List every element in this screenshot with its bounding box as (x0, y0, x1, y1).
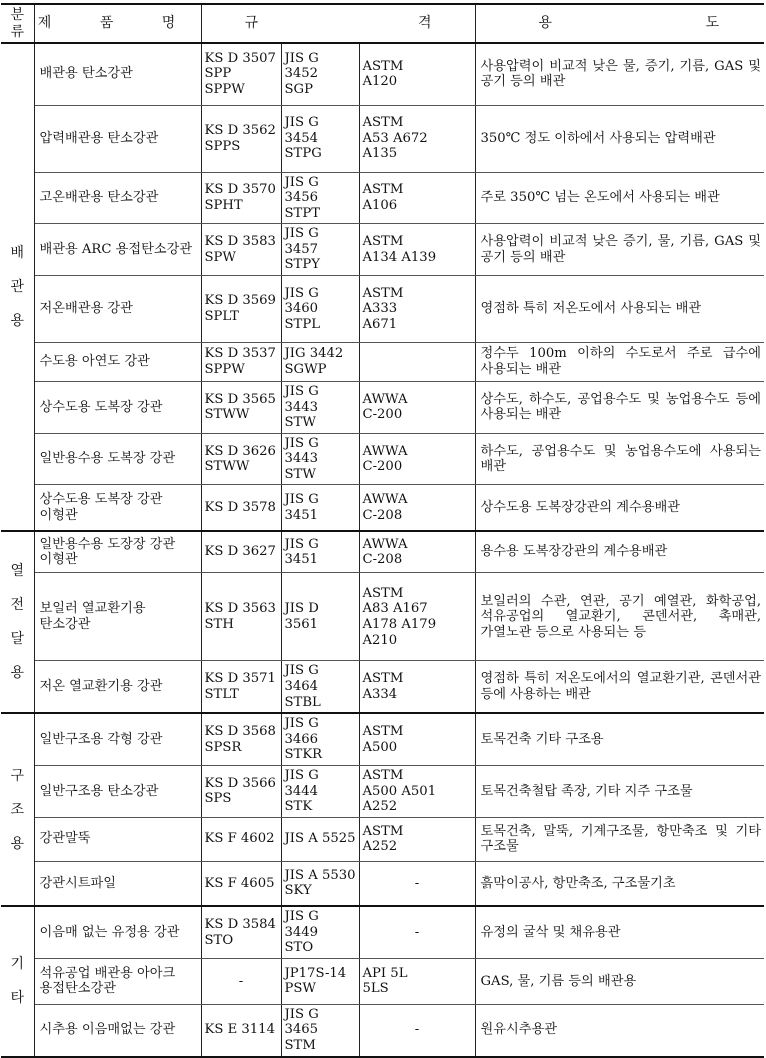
spec-astm-line: A500 (362, 739, 398, 755)
table-row (1, 343, 764, 382)
spec-astm-line: ASTM (362, 182, 404, 198)
spec-ks-line: KS D 3584 (204, 916, 276, 932)
spec-astm-line: ASTM (362, 723, 404, 739)
spec-ks-line: KS D 3563 (204, 601, 276, 617)
spec-jis (281, 861, 359, 906)
spec-jis (281, 958, 359, 1004)
product-name: 강관말뚝 (34, 817, 201, 861)
spec-astm-line: ASTM (362, 823, 404, 839)
spec-jis-line: STKR (284, 747, 323, 763)
spec-astm: - (359, 906, 475, 958)
product-name: 상수도용 도복장 강관 (34, 382, 201, 434)
use-text: 토목건축철탑 족장, 기타 지주 구조물 (475, 765, 764, 817)
spec-astm-line: A334 (362, 686, 398, 702)
product-name: 강관시트파일 (34, 861, 201, 906)
spec-ks-line: KS D 3565 (204, 391, 276, 407)
category-cell (1, 713, 34, 906)
product-name: 일반용수용 도복장 강관 (34, 433, 201, 485)
spec-astm-line: 5LS (362, 981, 389, 997)
spec-astm (359, 713, 475, 765)
table-row (1, 1004, 764, 1056)
spec-astm-line: C-200 (362, 459, 403, 475)
table-row (1, 433, 764, 485)
spec-ks (201, 276, 281, 343)
spec-jis-line: STO (284, 940, 314, 956)
spec-ks (201, 573, 281, 661)
spec-jis (281, 276, 359, 343)
spec-ks-line: KS D 3626 (204, 443, 276, 459)
use-text: GAS, 물, 기름 등의 배관용 (475, 958, 764, 1004)
spec-ks-line: STH (204, 616, 234, 632)
spec-astm-line: AWWA (362, 391, 408, 407)
spec-astm-line: A135 (362, 146, 398, 162)
product-name: 고온배관용 탄소강관 (34, 172, 201, 224)
spec-ks (201, 224, 281, 276)
spec-ks (201, 343, 281, 382)
use-text: 토목건축, 말뚝, 기계구조물, 항만축조 및 기타 구조물 (475, 817, 764, 861)
spec-jis: JIS G 3451 (281, 485, 359, 531)
spec-astm-line: AWWA (362, 492, 408, 508)
table-row (1, 382, 764, 434)
spec-jis (281, 1004, 359, 1056)
spec-jis-line: SKY (284, 883, 312, 899)
spec-jis-line: JIS G 3457 (284, 226, 319, 257)
spec-ks-line: STO (204, 932, 234, 948)
spec-astm-line: A120 (362, 74, 398, 90)
spec-jis-line: JIS G 3460 (284, 285, 319, 317)
product-name: 시추용 이음매없는 강관 (34, 1004, 201, 1056)
spec-astm (359, 343, 475, 382)
use-text: 용수용 도복장강관의 계수용배관 (475, 531, 764, 573)
spec-jis (281, 382, 359, 434)
spec-ks-line: SPLT (204, 309, 239, 324)
spec-jis-line: STW (284, 466, 316, 482)
use-text: 영점하 특히 저온도에서 사용되는 배관 (475, 276, 764, 343)
spec-jis (281, 224, 359, 276)
spec-jis: JIS A 5525 (281, 817, 359, 861)
header-spec-b: 격 (417, 15, 432, 32)
spec-ks (201, 661, 281, 713)
header-spec (201, 4, 475, 43)
spec-ks-line: KS D 3583 (204, 234, 276, 250)
spec-astm (359, 382, 475, 434)
product-name: 수도용 아연도 강관 (34, 343, 201, 382)
spec-astm (359, 43, 475, 105)
spec-jis-line: JIS G 3452 (284, 50, 319, 82)
product-name: 일반용수용 도장장 강관 이형관 (34, 531, 201, 573)
product-name: 이음매 없는 유정용 강관 (34, 906, 201, 958)
table-row (1, 713, 764, 765)
category-char: 용 (10, 313, 25, 329)
spec-ks-line: SPP (204, 66, 232, 82)
spec-jis-line: SGP (284, 82, 313, 98)
spec-ks (201, 172, 281, 224)
spec-astm-line: ASTM (362, 671, 404, 687)
spec-astm (359, 276, 475, 343)
spec-jis-line: JIS G 3443 (284, 435, 319, 467)
spec-jis-line: STPY (284, 257, 320, 273)
spec-ks-line: KS D 3569 (204, 293, 276, 309)
category-char: 타 (10, 990, 25, 1007)
table-row (1, 105, 764, 172)
spec-jis-line: JIS G 3465 (284, 1006, 319, 1038)
spec-astm (359, 105, 475, 172)
header-use-a: 용 (538, 15, 553, 32)
spec-ks-line: KS D 3568 (204, 723, 276, 739)
spec-astm (359, 172, 475, 224)
spec-jis-line: STW (284, 415, 316, 431)
table-row (1, 661, 764, 713)
product-name: 보일러 열교환기용 탄소강관 (34, 573, 201, 661)
category-char: 열 (10, 563, 25, 580)
category-cell (1, 531, 34, 713)
table-row (1, 172, 764, 224)
spec-jis: JIS G 3451 (281, 531, 359, 573)
use-text: 사용압력이 비교적 낮은 물, 증기, 기름, GAS 및 공기 등의 배관 (475, 43, 764, 105)
table-row (1, 958, 764, 1004)
spec-astm (359, 224, 475, 276)
spec-astm-line: ASTM (362, 285, 404, 301)
spec-astm: - (359, 1004, 475, 1056)
header-name (34, 4, 201, 43)
category-cell (1, 906, 34, 1056)
spec-jis (281, 172, 359, 224)
spec-ks-line: KS D 3562 (204, 122, 276, 138)
header-use (475, 4, 764, 43)
spec-jis-line: JIS G 3444 (284, 767, 319, 799)
spec-jis-line: STM (284, 1038, 316, 1054)
spec-astm-line: A83 A167 (362, 601, 428, 617)
spec-jis-line: JIG 3442 (284, 346, 344, 362)
use-text: 흙막이공사, 항만축조, 구조물기초 (475, 861, 764, 906)
spec-astm-line: A106 (362, 197, 398, 213)
header-use-b: 도 (705, 15, 720, 32)
spec-jis (281, 43, 359, 105)
spec-ks: KS D 3627 (201, 531, 281, 573)
category-char: 조 (10, 801, 25, 818)
spec-ks-line: SPSR (204, 739, 242, 755)
spec-ks: KS F 4605 (201, 861, 281, 906)
spec-jis (281, 713, 359, 765)
spec-jis-line: STPT (284, 205, 320, 221)
category-char: 용 (10, 835, 25, 852)
spec-astm-line: A178 A179 (362, 616, 437, 632)
spec-astm-line: API 5L (362, 965, 408, 981)
spec-astm-line: AWWA (362, 443, 408, 459)
table-row (1, 573, 764, 661)
category-char: 전 (10, 597, 25, 614)
spec-astm-line: C-200 (362, 407, 403, 423)
use-text: 주로 350℃ 넘는 온도에서 사용되는 배관 (475, 172, 764, 224)
spec-ks-line: KS D 3507 (204, 50, 276, 66)
spec-jis-line: JIS A 5530 (284, 867, 356, 883)
category-char: 배 (10, 245, 25, 261)
spec-astm (359, 433, 475, 485)
spec-astm (359, 485, 475, 531)
header-spec-a: 규 (244, 15, 259, 32)
product-name: 상수도용 도복장 강관 이형관 (34, 485, 201, 531)
table-row (1, 817, 764, 861)
spec-jis-line: STPG (284, 146, 322, 162)
spec-astm-line: AWWA (362, 536, 408, 552)
spec-astm-line: A210 (362, 632, 398, 648)
spec-ks-line: SPPS (204, 138, 241, 154)
spec-astm-line: A134 A139 (362, 249, 437, 265)
use-text: 350℃ 정도 이하에서 사용되는 압력배관 (475, 105, 764, 172)
use-text: 토목건축 기타 구조용 (475, 713, 764, 765)
spec-ks-line: KS D 3537 (204, 346, 276, 362)
spec-ks-line: STWW (204, 407, 250, 423)
spec-ks-line: SPHT (204, 197, 243, 213)
table-row (1, 485, 764, 531)
spec-astm-line: A500 A501 A252 (362, 783, 437, 815)
category-char: 기 (10, 956, 25, 973)
spec-jis-line: STBL (284, 694, 321, 710)
spec-jis-line: JIS G 3454 (284, 115, 319, 146)
spec-jis (281, 343, 359, 382)
spec-astm-line: A671 (362, 316, 398, 332)
spec-ks (201, 43, 281, 105)
use-text: 유정의 굴삭 및 채유용관 (475, 906, 764, 958)
spec-ks (201, 765, 281, 817)
spec-ks (201, 433, 281, 485)
category-char: 구 (10, 767, 25, 784)
product-name: 저온배관용 강관 (34, 276, 201, 343)
category-char: 용 (10, 665, 25, 682)
table-row (1, 861, 764, 906)
spec-jis (281, 105, 359, 172)
spec-astm-line: ASTM (362, 234, 404, 250)
spec-ks-line: SPS (204, 791, 232, 807)
spec-astm (359, 765, 475, 817)
spec-ks: - (201, 958, 281, 1004)
spec-jis-line: JIS G 3466 (284, 716, 319, 747)
table-row (1, 765, 764, 817)
spec-ks: KS D 3578 (201, 485, 281, 531)
use-text: 상수도, 하수도, 공업용수도 및 농업용수도 등에 사용되는 배관 (475, 382, 764, 434)
header-name-label: 제 품 명 (37, 15, 198, 32)
spec-ks (201, 105, 281, 172)
spec-ks-line: KS D 3566 (204, 775, 276, 791)
spec-astm-line: ASTM (362, 585, 404, 601)
use-text: 사용압력이 비교적 낮은 증기, 물, 기름, GAS 및 공기 등의 배관 (475, 224, 764, 276)
spec-astm (359, 817, 475, 861)
table-row (1, 906, 764, 958)
spec-ks-line: KS D 3570 (204, 182, 276, 198)
spec-jis: JIS D 3561 (281, 573, 359, 661)
product-name: 일반구조용 각형 강관 (34, 713, 201, 765)
steel-pipe-table (1, 3, 764, 1058)
table-row (1, 531, 764, 573)
product-name: 배관용 탄소강관 (34, 43, 201, 105)
spec-jis-line: STK (284, 799, 313, 815)
table-row (1, 224, 764, 276)
spec-ks-line: SPW (204, 249, 236, 265)
header-category: 분류 (1, 4, 34, 43)
table-row (1, 43, 764, 105)
spec-ks-line: STLT (204, 686, 239, 702)
product-name: 석유공업 배관용 아아크 용접탄소강관 (34, 958, 201, 1004)
spec-jis-line: JIS G 3464 (284, 663, 319, 695)
use-text: 하수도, 공업용수도 및 농업용수도에 사용되는 배관 (475, 433, 764, 485)
spec-jis-line: JIS G 3443 (284, 384, 319, 415)
use-text: 원유시추용관 (475, 1004, 764, 1056)
spec-ks: KS E 3114 (201, 1004, 281, 1056)
table-row (1, 276, 764, 343)
spec-jis-line: JIS G 3456 (284, 174, 319, 206)
spec-astm (359, 661, 475, 713)
spec-jis-line: PSW (284, 981, 316, 997)
product-name: 배관용 ARC 용접탄소강관 (34, 224, 201, 276)
spec-jis-line: STPL (284, 316, 320, 332)
spec-jis (281, 661, 359, 713)
category-cell (1, 43, 34, 531)
use-text: 상수도용 도복장강관의 계수용배관 (475, 485, 764, 531)
spec-astm-line: A53 A672 (362, 130, 428, 146)
spec-astm: - (359, 861, 475, 906)
spec-ks-line: SPPW (204, 82, 245, 98)
spec-astm-line: ASTM (362, 58, 404, 74)
spec-astm-line: A333 (362, 301, 398, 317)
spec-jis (281, 765, 359, 817)
spec-astm-line: ASTM (362, 767, 404, 783)
spec-astm (359, 958, 475, 1004)
spec-ks (201, 713, 281, 765)
spec-ks: KS F 4602 (201, 817, 281, 861)
use-text: 정수두 100m 이하의 수도로서 주로 급수에 사용되는 배관 (475, 343, 764, 382)
product-name: 저온 열교환기용 강관 (34, 661, 201, 713)
spec-jis (281, 906, 359, 958)
use-text: 영점하 특히 저온도에서의 열교환기관, 콘덴서관 등에 사용하는 배관 (475, 661, 764, 713)
spec-astm (359, 573, 475, 661)
product-name: 일반구조용 탄소강관 (34, 765, 201, 817)
spec-astm-line: ASTM (362, 115, 404, 131)
use-text: 보일러의 수관, 연관, 공기 예열관, 화학공업, 석유공업의 열교환기, 콘덴서관, 촉매관, 가열노관 등으로 사용되는 등 (475, 573, 764, 661)
spec-jis-line: SGWP (284, 362, 327, 377)
spec-ks-line: KS D 3571 (204, 671, 276, 687)
spec-astm-line: C-208 (362, 552, 403, 568)
spec-ks (201, 906, 281, 958)
category-char: 관 (10, 279, 25, 295)
product-name: 압력배관용 탄소강관 (34, 105, 201, 172)
category-char: 달 (10, 631, 25, 648)
spec-jis-line: JP17S-14 (284, 965, 347, 981)
spec-astm-line: C-208 (362, 507, 403, 523)
spec-ks-line: SPPW (204, 362, 245, 377)
spec-ks-line: STWW (204, 459, 250, 475)
spec-jis (281, 433, 359, 485)
spec-astm (359, 531, 475, 573)
header-row (1, 4, 764, 43)
spec-astm-line: A252 (362, 839, 398, 855)
spec-jis-line: JIS G 3449 (284, 909, 319, 940)
spec-ks (201, 382, 281, 434)
